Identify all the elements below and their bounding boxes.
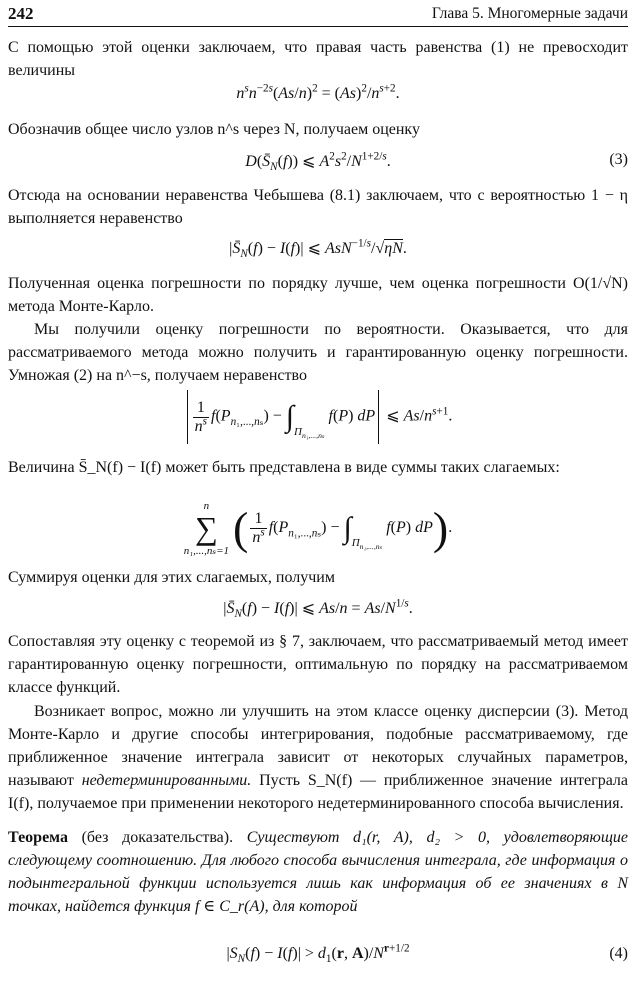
paragraph-9-part-b: Пусть S_N(f) — приближенное значение интеграла I(f), получаемое при применении некоторого недетерминированного способа вычисления. [8,772,629,812]
paragraph-8: Сопоставляя эту оценку с теоремой из § 7, заключаем, что рассматриваемый метод имеет гарантированную оценку погрешности, оптимальную по порядку на рассматриваемом классе функций. [8,633,628,696]
header-rule [8,26,628,27]
theorem-title: Теорема [8,829,68,846]
paragraph-9-term: недетерминированными. [81,772,252,789]
paragraph-9 [8,700,628,815]
paragraph-3: Отсюда на основании неравенства Чебышева (8.1) заключаем, что с вероятностью 1 − η выполняется неравенство [8,187,628,227]
paragraph-1: С помощью этой оценки заключаем, что правая часть равенства (1) не превосходит величины [8,39,628,79]
theorem [8,826,628,918]
equation-result: $|S̄_N(f) - I(f)|$ ⩽ $As/n = As/N^{1/s}$. [223,597,413,621]
paragraph-6: Величина S̄_N(f) − I(f) может быть представлена в виде суммы таких слагаемых: [8,459,560,476]
paragraph-2: Обозначив общее число узлов n^s через N, получаем оценку [8,121,420,138]
theorem-text: Существуют d₁(r, A), d₂ > 0, удовлетворяющие следующему соотношению. Для любого способа вычисления интеграла, где информация о подынтегральной функции используется лишь как информация об ее значениях в N точках, найдется функция f ∈ C_r(A), для которой [8,829,629,915]
equation-4-number: (4) [609,945,628,962]
equation-sum: n ∑ n₁,...,nₛ=1 ( $\frac{1}{n^s}$ $f(P_{n_1,...,n_s}) - \int_{\Pi_{n_1,...,n_s}}f(P)$ dP). [183,500,453,557]
equation-1: $n^sn^{-2s}(As/n)^2 = (As)^2/n^{s+2}$. [236,82,400,102]
equation-4: $|S_N(f) - I(f)| > d_1(r$, $A)/N^{r+1/2}$ [226,942,410,966]
equation-chebyshev: $|S̄_N(f) - I(f)|$ ⩽ AsN$^{-1/s}$/√ηN. [229,237,407,261]
theorem-note: (без доказательства). [81,829,234,846]
page-number: 242 [8,4,34,23]
equation-guaranteed: $\frac{1}{n^s}$ $f(P_{n_1,...,n_s}) - \int_{\Pi_{n_1,...,n_s}}f(P)$ dP ⩽ $As/n^{s+1}$. [8,390,628,444]
equation-3: $D(S̄_N(f))$ ⩽ $A^2s^2/N^{1+2/s}$. [245,150,391,174]
paragraph-4: Полученная оценка погрешности по порядку лучше, чем оценка погрешности O(1/√N) метода Монте-Карло. [8,275,628,315]
equation-3-number: (3) [609,151,628,168]
paragraph-9-part-a: Возникает вопрос, можно ли улучшить на этом классе оценку дисперсии (3). Метод Монте-Карло и другие способы интегрирования, подобные рассматриваемому, где приближенное значение интеграла зависит от некоторых случайных параметров, называют [8,703,628,789]
running-head: Глава 5. Многомерные задачи [431,5,628,22]
paragraph-7: Суммируя оценки для этих слагаемых, получим [8,569,335,586]
page-header [8,4,628,26]
paragraph-5: Мы получили оценку погрешности по вероятности. Оказывается, что для рассматриваемого метода можно получить и гарантированную оценку погрешности. Умножая (2) на n^−s, получаем неравенство [8,321,628,384]
